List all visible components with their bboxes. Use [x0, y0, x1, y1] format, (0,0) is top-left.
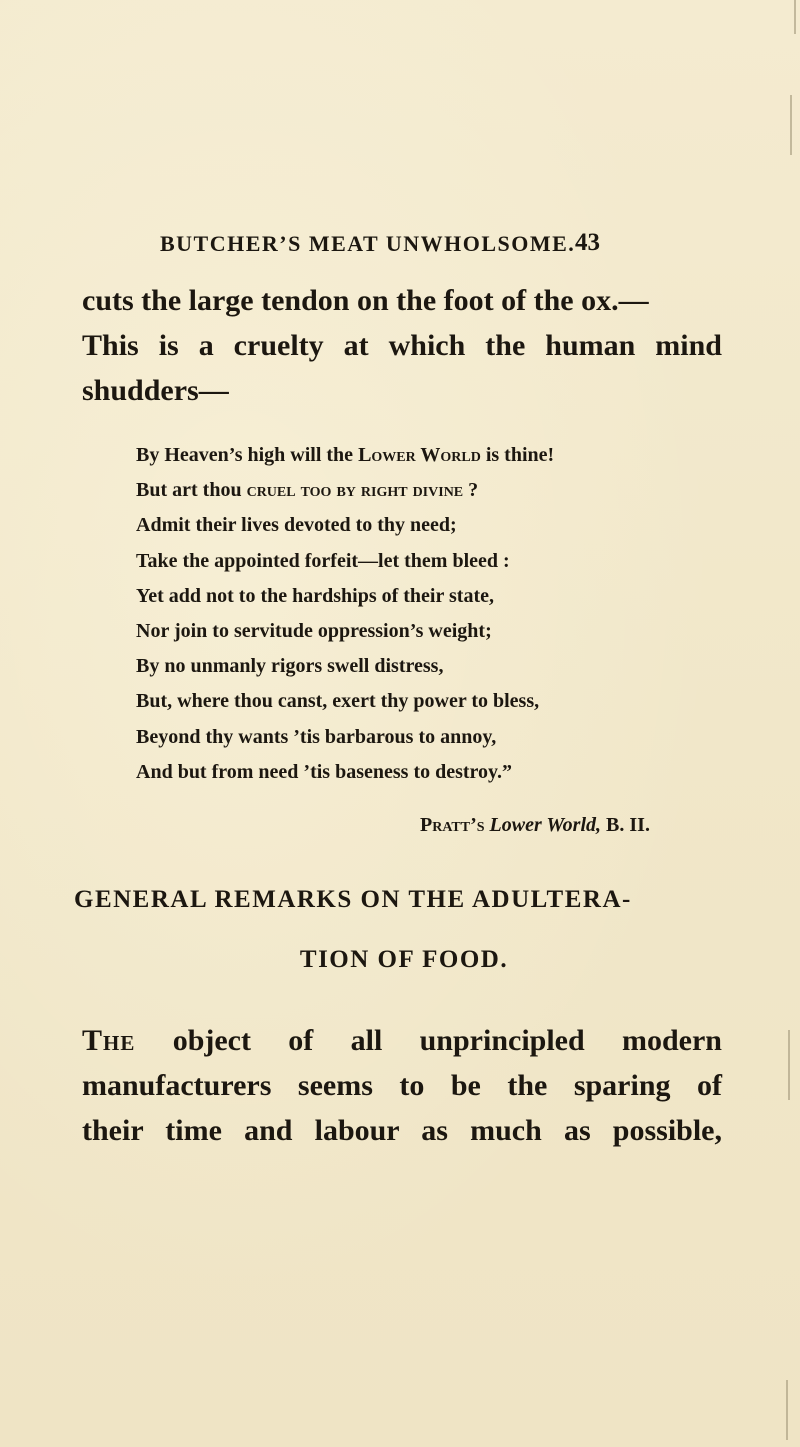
section-heading: GENERAL REMARKS ON THE ADULTERA-	[74, 886, 632, 913]
verse-line: Nor join to servitude oppression’s weight;	[136, 620, 492, 643]
section-heading-continued: TION OF FOOD.	[299, 946, 509, 973]
small-caps-text: Lower World	[358, 444, 481, 466]
attribution-work: Lower World,	[489, 814, 602, 836]
text-line: their time and labour as much as possible,	[82, 1114, 722, 1147]
verse-line: By no unmanly rigors swell distress,	[136, 655, 444, 678]
section-paragraph	[82, 1018, 722, 1153]
verse-line: Yet add not to the hardships of their state,	[136, 584, 494, 607]
opening-paragraph	[82, 278, 722, 413]
running-title: BUTCHER’S MEAT UNWHOLSOME.	[160, 231, 576, 256]
verse-line: By Heaven’s high will the Lower World is thine!	[136, 444, 555, 466]
verse-line: But art thou cruel too by right divine ?	[136, 479, 479, 502]
first-word: The	[82, 1024, 136, 1057]
text-line: This is a cruelty at which the human mind	[82, 329, 722, 362]
attribution-book: B. II.	[606, 814, 650, 836]
verse-line: Beyond thy wants ’tis barbarous to annoy,	[136, 725, 497, 748]
page-edge-mark	[794, 0, 796, 34]
verse-line: Take the appointed forfeit—let them bleed :	[136, 549, 510, 572]
text-line: shudders—	[82, 374, 229, 407]
verse-line: And but from need ’tis baseness to destroy.”	[136, 760, 512, 783]
text-line: cuts the large tendon on the foot of the ox.—	[82, 284, 649, 317]
attribution-author: Pratt’s	[420, 814, 485, 836]
text-line: The object of all unprincipled modern	[82, 1024, 722, 1057]
verse-line: Admit their lives devoted to thy need;	[136, 514, 457, 537]
running-head	[160, 231, 600, 263]
poem-quotation	[136, 438, 696, 790]
verse-line: But, where thou canst, exert thy power to bless,	[136, 690, 540, 713]
text-line: manufacturers seems to be the sparing of	[82, 1069, 722, 1102]
page-edge-mark	[786, 1380, 788, 1440]
page-edge-mark	[788, 1030, 790, 1100]
small-caps-text: cruel too by right divine	[246, 479, 464, 502]
page-edge-mark	[790, 95, 792, 155]
page-number: 43	[575, 229, 600, 256]
poem-attribution	[420, 814, 650, 837]
